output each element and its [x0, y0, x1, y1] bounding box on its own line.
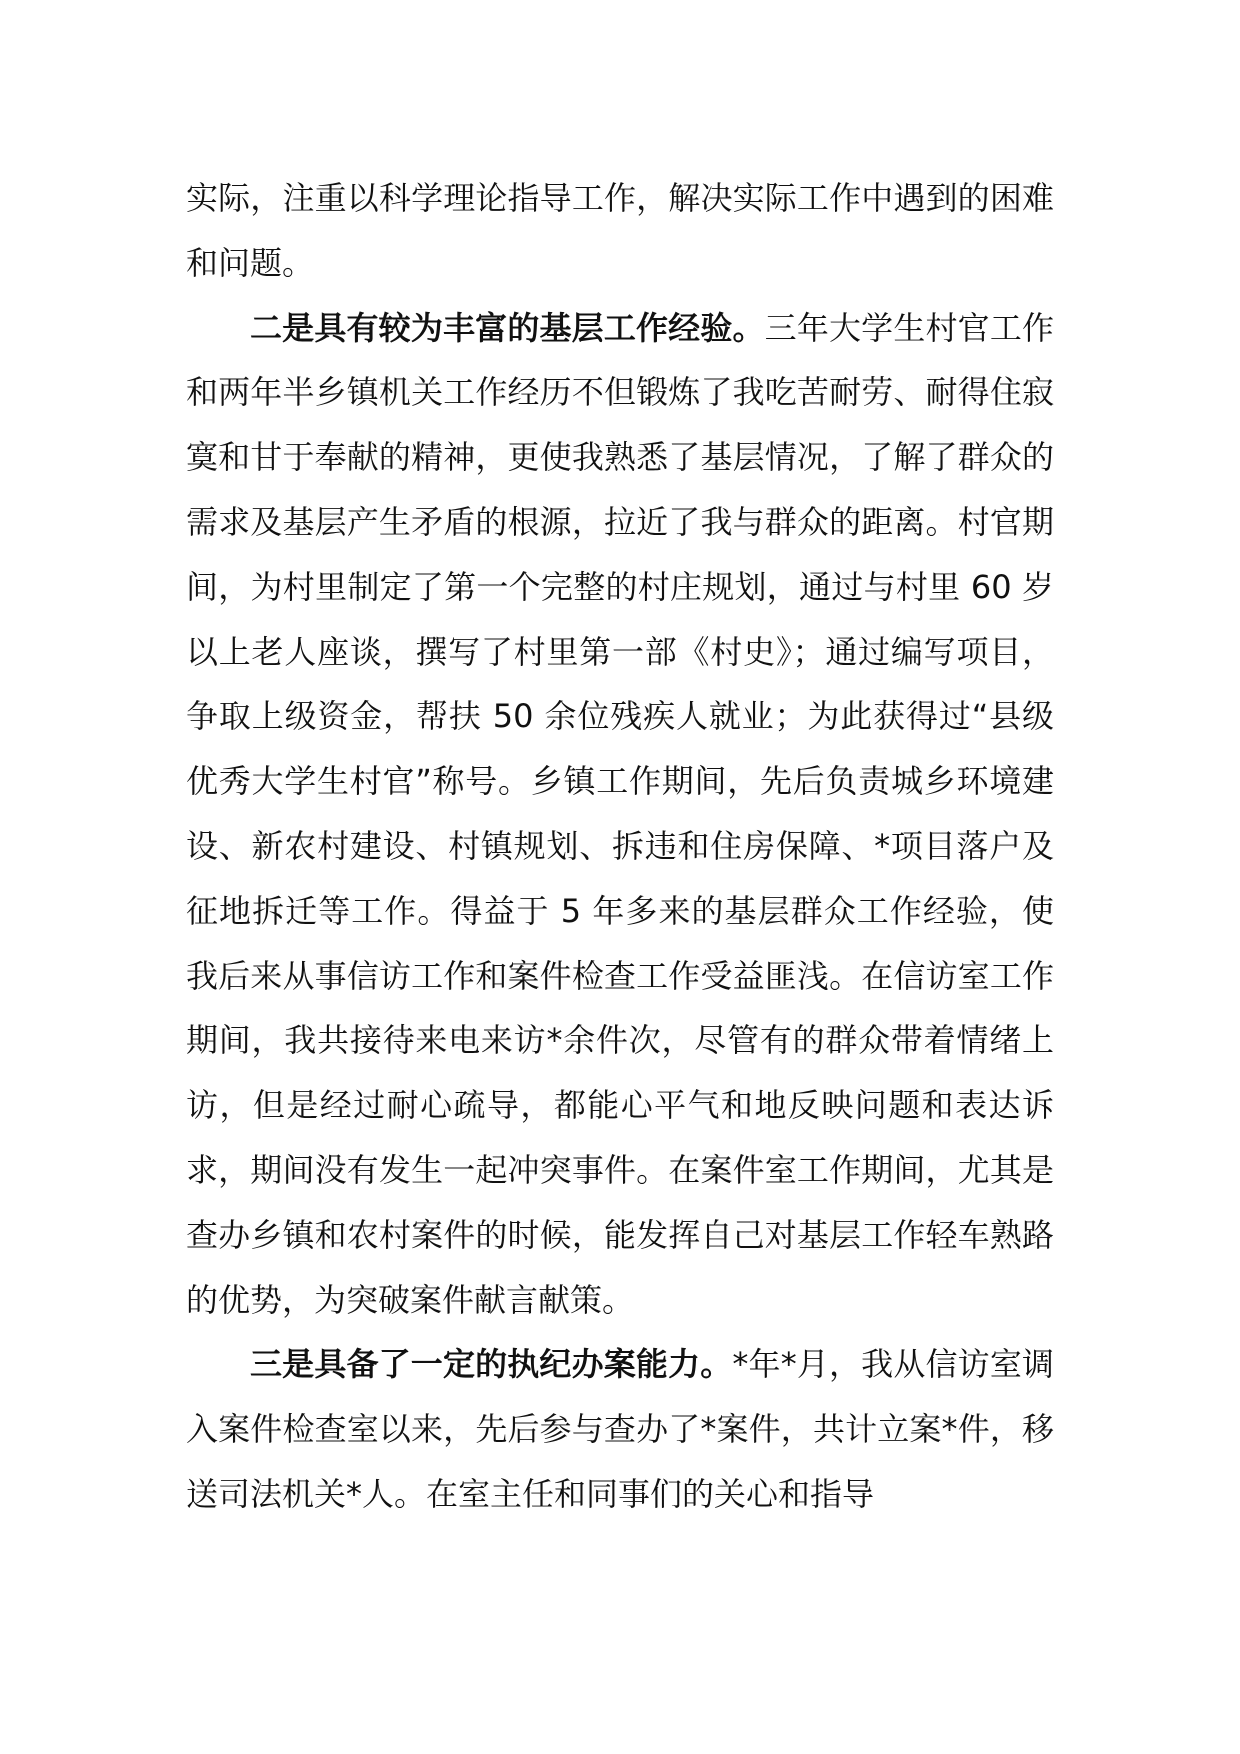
paragraph-1-text: 实际，注重以科学理论指导工作，解决实际工作中遇到的困难和问题。	[186, 179, 1054, 282]
paragraph-3-text: *年*月，我从信访室调入案件检查室以来，先后参与查办了*案件，共计立案*件，移送司法机关*人。在室主任和同事们的关心和指导	[186, 1345, 1054, 1513]
paragraph-2-text: 三年大学生村官工作和两年半乡镇机关工作经历不但锻炼了我吃苦耐劳、耐得住寂寞和甘于奉献的精神，更使我熟悉了基层情况，了解了群众的需求及基层产生矛盾的根源，拉近了我与群众的距离。村官期间，为村里制定了第一个完整的村庄规划，通过与村里 60 岁以上老人座谈，撰写了村里第一部《村史》；通过编写项目，争取上级资金，帮扶 50 余位残疾人就业；为此获得过“县级优秀大学生村官”称号。乡镇工作期间，先后负责城乡环境建设、新农村建设、村镇规划、拆违和住房保障、*项目落户及征地拆迁等工作。得益于 5 年多来的基层群众工作经验，使我后来从事信访工作和案件检查工作受益匪浅。在信访室工作期间，我共接待来电来访*余件次，尽管有的群众带着情绪上访，但是经过耐心疏导，都能心平气和地反映问题和表达诉求，期间没有发生一起冲突事件。在案件室工作期间，尤其是查办乡镇和农村案件的时候，能发挥自己对基层工作轻车熟路的优势，为突破案件献言献策。	[186, 308, 1054, 1319]
paragraph-2	[186, 296, 1054, 1333]
paragraph-2-lead: 二是具有较为丰富的基层工作经验。	[250, 308, 765, 347]
document-page	[186, 166, 1054, 1527]
paragraph-1	[186, 166, 1054, 296]
paragraph-3	[186, 1332, 1054, 1526]
paragraph-3-lead: 三是具备了一定的执纪办案能力。	[250, 1345, 733, 1384]
